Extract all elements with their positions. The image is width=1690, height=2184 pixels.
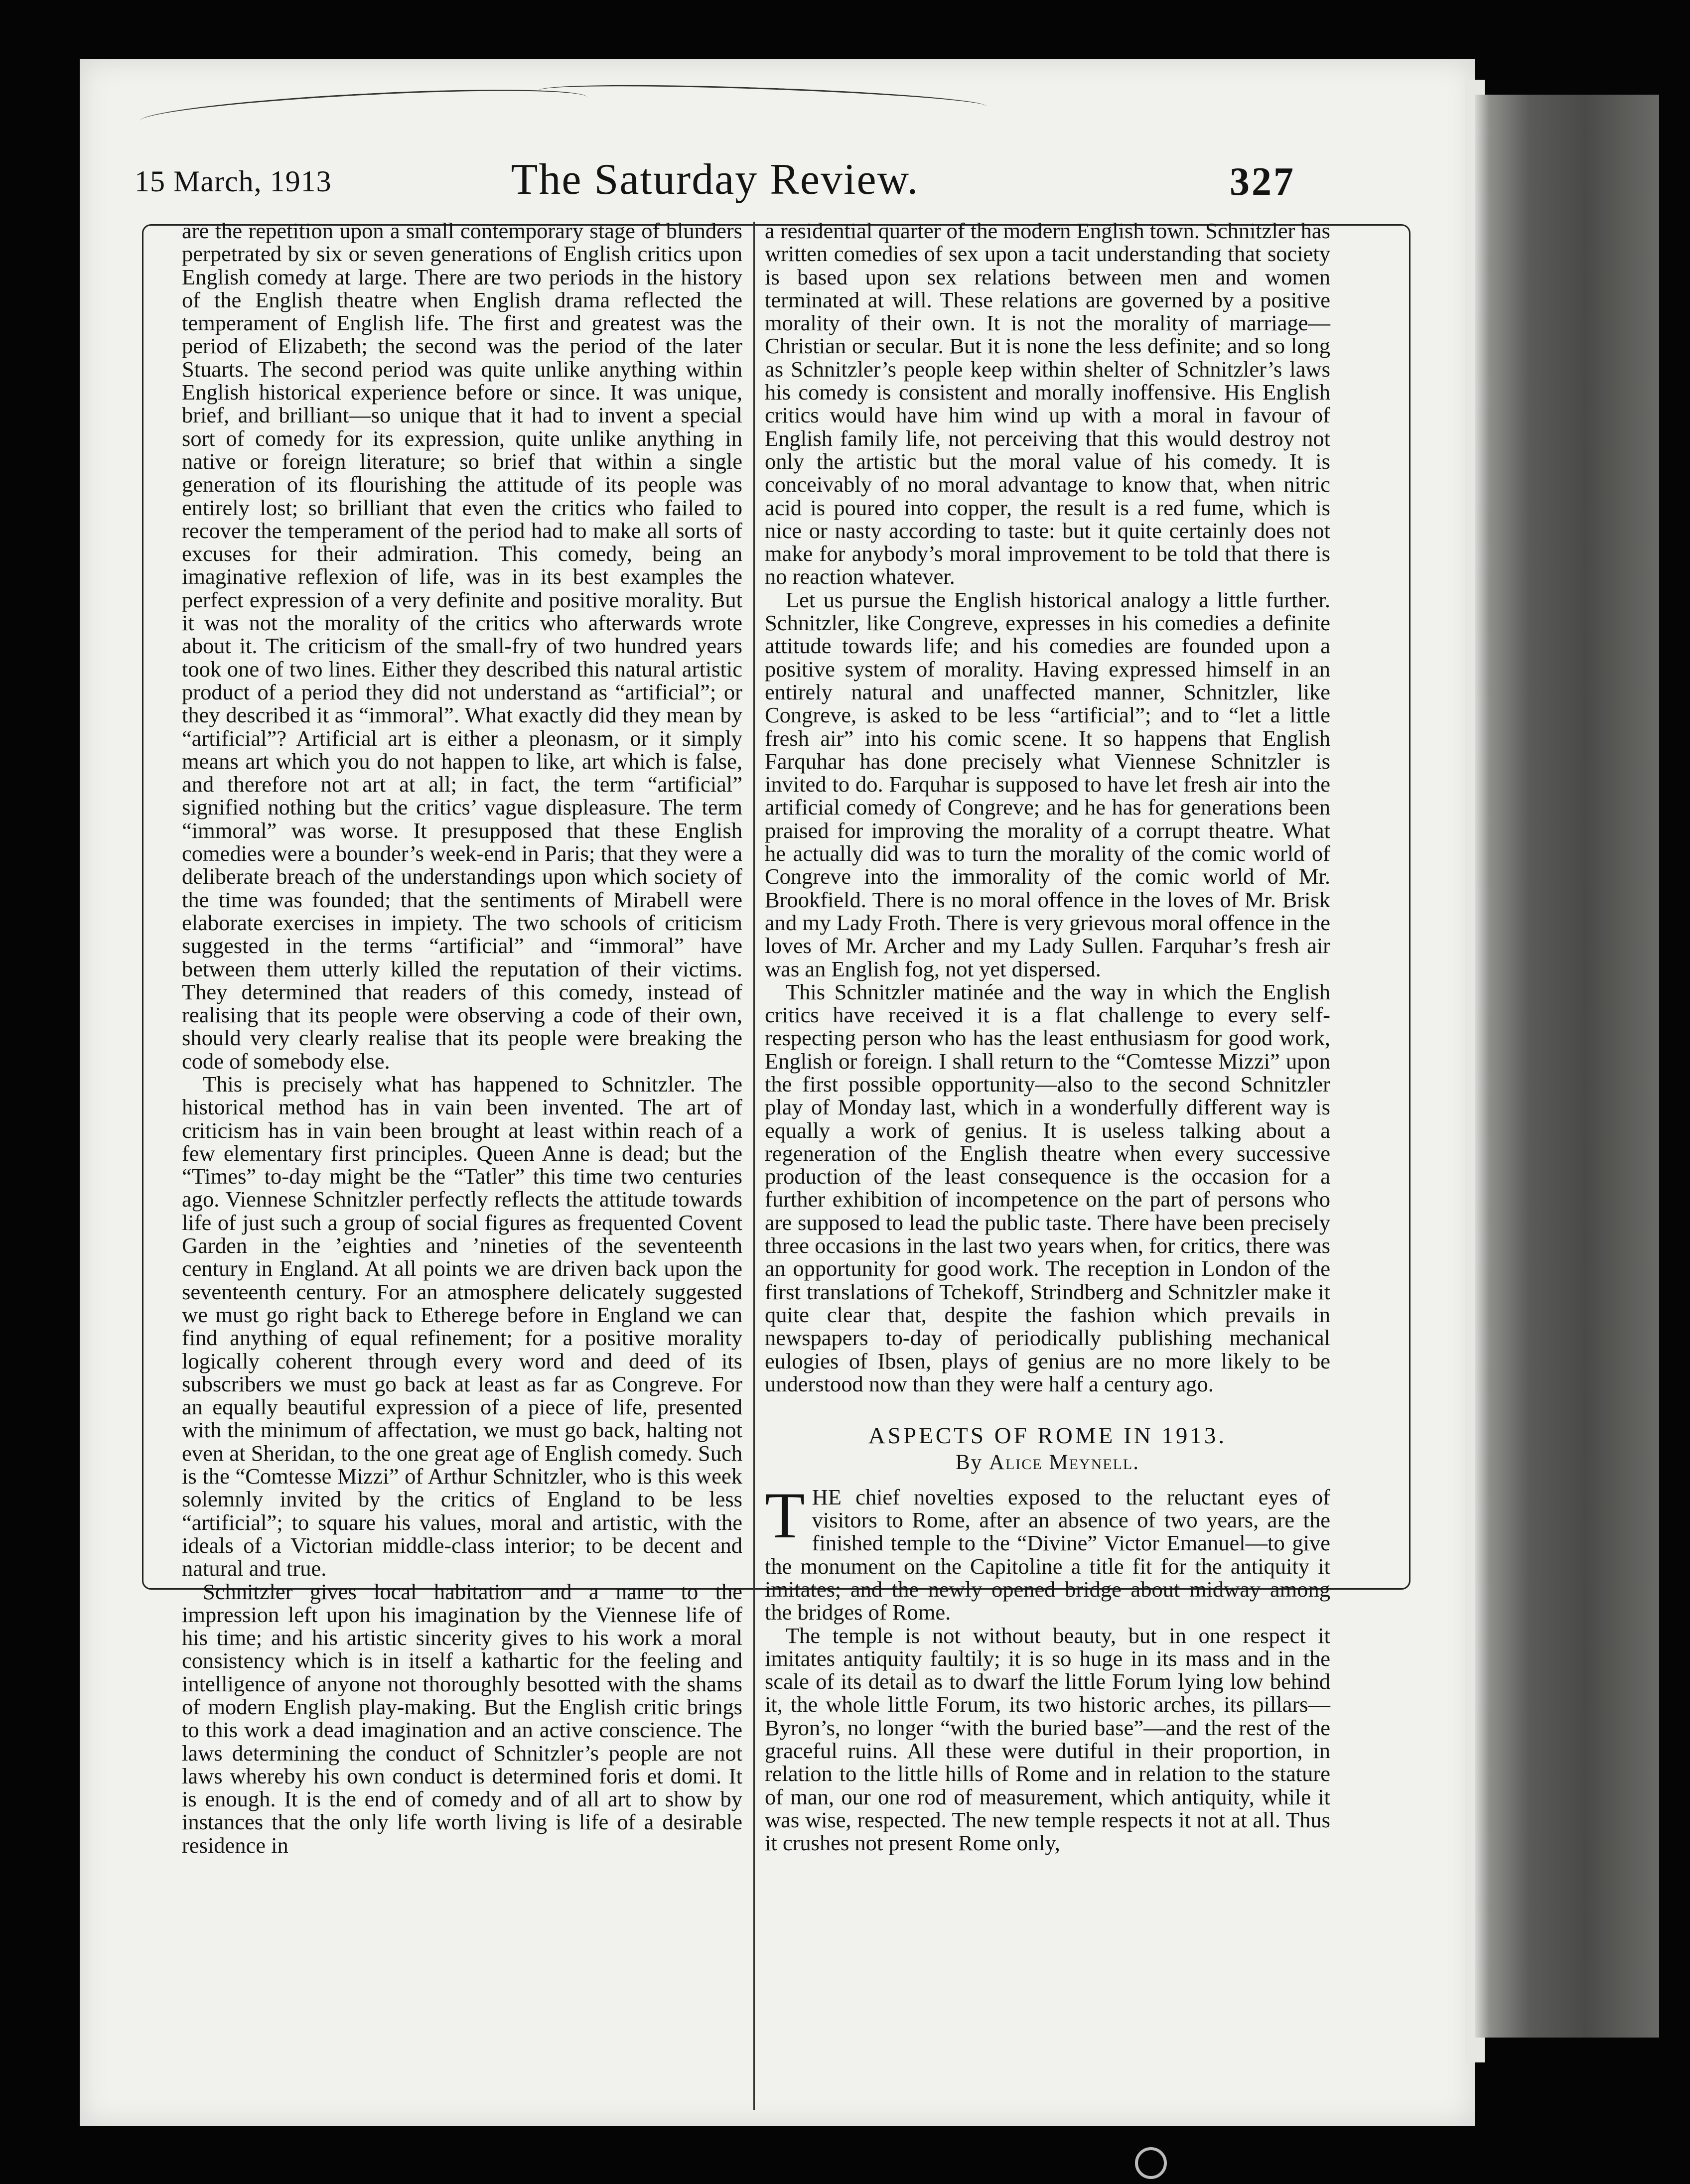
byline-prefix: By xyxy=(955,1451,989,1475)
article-title: ASPECTS OF ROME IN 1913. xyxy=(868,1423,1227,1449)
paragraph: This is precisely what has happened to Schnitzler. The historical method has in vain been invented. The art of criticism has in vain been brought at least within reach of a few elementary first principles. Queen Anne is dead; but the “Times” to-day might be the “Tatler” this time two centuries ago. Viennese Schnitzler perfectly reflects the attitude towards life of just such a group of social figures as frequented Covent Garden in the ’eighties and ’nineties of the seventeenth century in England. At all points we are driven back upon the seventeenth century. For an atmosphere delicately suggested we must go right back to Etherege before in England we can find anything of equal refinement; for a positive morality logically coherent through every word and deed of its subscribers we must go back at least as far as Congreve. For an equally beautiful expression of a piece of life, presented with the minimum of affectation, we must go back, halting not even at Sheridan, to the one great age of English comedy. Such is the “Comtesse Mizzi” of Arthur Schnitzler, who is this week solemnly invited by the critics of England to be less “artificial”; to square his values, moral and artistic, with the ideals of a Victorian middle-class interior; to be decent and natural and true. xyxy=(182,1071,742,1581)
column-divider xyxy=(753,222,755,2110)
lead-paragraph xyxy=(765,1478,1330,1625)
article-heading xyxy=(765,1424,1330,1475)
page-number: 327 xyxy=(1230,160,1295,204)
paragraph: Schnitzler gives local habitation and a name to the impression left upon his imagination by the Viennese life of his time; and his artistic sincerity gives to his work a moral consistency which is in itself a kathartic for the feeling and intelligence of anyone not thoroughly besotted with the shams of modern English play-making. But the English critic brings to this work a dead imagination and an active conscience. The laws determining the conduct of Schnitzler’s people are not laws whereby his own conduct is determined foris et domi. It is enough. It is the end of comedy and of all art to show by instances that the only life worth living is life of a desirable residence in xyxy=(182,1579,742,1858)
page-header xyxy=(135,154,1295,209)
left-column xyxy=(182,219,742,1857)
drop-cap: T xyxy=(765,1478,805,1552)
paragraph: Let us pursue the English historical analogy a little further. Schnitzler, like Congreve, expresses in his comedies a definite attitude towards life; and his comedies are founded upon a positive system of morality. Having expressed himself in an entirely natural and unaffected manner, Schnitzler, like Congreve, is asked to be less “artificial”; and to “let a little fresh air” into his comic scene. It so happens that English Farquhar has done precisely what Viennese Schnitzler is invited to do. Farquhar is supposed to have let fresh air into the artificial comedy of Congreve; and he has for generations been praised for improving the morality of a corrupt theatre. What he actually did was to turn the morality of the comic world of Congreve into the immorality of the comic world of Mr. Brookfield. There is no moral offence in the loves of Mr. Brisk and my Lady Froth. There is very grievous moral offence in the loves of Mr. Archer and my Lady Sullen. Farquhar’s fresh air was an English fog, not yet dispersed. xyxy=(765,587,1330,981)
right-column xyxy=(765,219,1330,1854)
adjacent-page-strip xyxy=(1475,95,1659,2038)
paragraph: The temple is not without beauty, but in one respect it imitates antiquity faultily; it is so huge in its mass and in the scale of its detail as to dwarf the little Forum lying low behind it, the whole little Forum, its two historic arches, its pillars—Byron’s, no longer “with the buried base”—and the rest of the graceful ruins. All these were dutiful in their proportion, in relation to the little hills of Rome and in relation to the stature of man, our one rod of measurement, which antiquity, while it was wise, respected. The new temple respects it not at all. Thus it crushes not present Rome only, xyxy=(765,1623,1330,1856)
paragraph: a residential quarter of the modern English town. Schnitzler has written comedies of sex upon a tacit understanding that society is based upon sex relations between men and women terminated at will. These relations are governed by a positive morality of their own. It is not the morality of marriage—Christian or secular. But it is none the less definite; and so long as Schnitzler’s people keep within shelter of Schnitzler’s laws his comedy is consistent and morally inoffensive. His English critics would have him wind up with a moral in favour of English family life, not perceiving that this would destroy not only the artistic but the moral value of his comedy. It is conceivably of no moral advantage to know that, when nitric acid is poured into copper, the result is a red fume, which is nice or nasty according to taste: but it quite certainly does not make for anybody’s moral improvement to be told that there is no reaction whatever. xyxy=(765,218,1330,589)
film-punch-hole xyxy=(1135,2147,1167,2179)
lead-text: HE chief novelties exposed to the reluctant eyes of visitors to Rome, after an absence of two years, are the finished temple to the “Divine” Victor Emanuel—to give the monument on the Capitoline a title fit for the antiquity it imitates; and the newly opened bridge about midway among the bridges of Rome. xyxy=(765,1484,1330,1625)
paragraph: This Schnitzler matinée and the way in which the English critics have received it is a flat challenge to every self-respecting person who has the least enthusiasm for good work, English or foreign. I shall return to the “Comtesse Mizzi” upon the first possible opportunity—also to the second Schnitzler play of Monday last, which in a wonderfully different way is equally a work of genius. It is useless talking about a regeneration of the English theatre when every successive production of the least consequence is the occasion for a further exhibition of incompetence on the part of persons who are supposed to lead the public taste. There have been precisely three occasions in the last two years when, for critics, there was an opportunity for good work. The reception in London of the first translations of Tchekoff, Strindberg and Schnitzler make it quite clear that, despite the fashion which prevails in newspapers to-day of periodically publishing mechanical eulogies of Ibsen, plays of genius are no more likely to be understood now than they were half a century ago. xyxy=(765,979,1330,1396)
publication-title: The Saturday Review. xyxy=(511,155,919,204)
paragraph: are the repetition upon a small contemporary stage of blunders perpetrated by six or seven generations of English critics upon English comedy at large. There are two periods in the history of the English theatre when English drama reflected the temperament of English life. The first and greatest was the period of Elizabeth; the second was the period of the later Stuarts. The second period was quite unlike anything within English historical experience before or since. It was unique, brief, and brilliant—so unique that it had to invent a special sort of comedy for its expression, quite unlike anything in native or foreign literature; so brief that within a single generation of its flourishing the attitude of its people was entirely lost; so brilliant that even the critics who failed to recover the temperament of the period had to make all sorts of excuses for their admiration. This comedy, being an imaginative reflexion of life, was in its best examples the perfect expression of a very definite and positive morality. But it was not the morality of the critics who afterwards wrote about it. The criticism of the small-fry of two hundred years took one of two lines. Either they described this natural artistic product of a period they did not understand as “artificial”; or they described it as “immoral”. What exactly did they mean by “artificial”? Artificial art is either a pleonasm, or it simply means art which you do not happen to like, art which is false, and therefore not art at all; in fact, the term “artificial” signified nothing but the critics’ vague displeasure. The term “immoral” was worse. It presupposed that these English comedies were a bounder’s week-end in Paris; that they were a deliberate breach of the understandings upon which society of the time was founded; that the sentiments of Mirabell were elaborate exercises in impiety. The two schools of criticism suggested in the terms “artificial” and “immoral” have between them utterly killed the reputation of their victims. They determined that readers of this comedy, instead of realising that its people were observing a code of their own, should very clearly realise that its people were breaking the code of somebody else. xyxy=(182,218,742,1074)
article-byline xyxy=(765,1451,1330,1474)
author-name: Alice Meynell. xyxy=(988,1451,1139,1475)
issue-date: 15 March, 1913 xyxy=(135,165,332,198)
